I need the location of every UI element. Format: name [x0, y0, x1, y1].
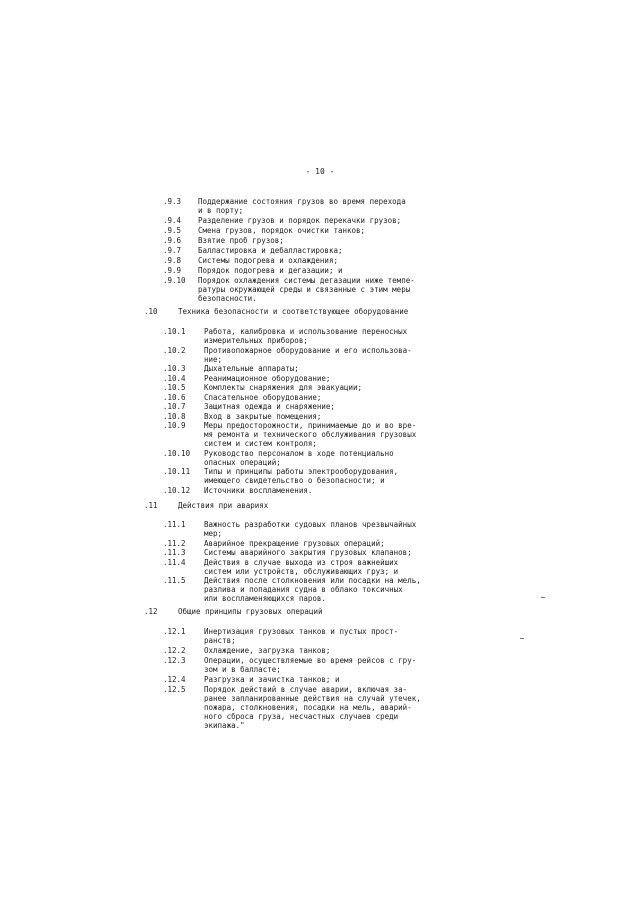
- item-text-line: Аварийное прекращение грузовых операций;: [204, 538, 385, 548]
- item-text-line: разлива и попадания судна в облако токсичных: [204, 585, 403, 594]
- item-text-line: ранее запланированные действия на случай утечек,: [204, 694, 421, 703]
- item-text-line: опасных операций;: [204, 457, 281, 467]
- item-text-line: Порядок подогрева и дегазации; и: [198, 266, 343, 275]
- item-text: [198, 197, 406, 215]
- item-text-line: мер;: [204, 529, 223, 538]
- item-number: .10.12: [163, 485, 191, 495]
- item-text: [204, 393, 321, 402]
- item-text: [198, 236, 284, 245]
- item-text-line: экипажа.": [204, 721, 245, 730]
- item-text-line: или воспламеняющихся паров.: [204, 594, 326, 603]
- item-text: [198, 246, 343, 255]
- item-number: .11.1: [163, 520, 186, 529]
- item-number: .12.1: [163, 627, 186, 636]
- item-text: [204, 548, 412, 557]
- item-number: .10.2: [163, 345, 186, 355]
- item-number: .11.2: [163, 538, 186, 548]
- item-text: [204, 539, 385, 548]
- section-heading: [144, 607, 323, 616]
- item-text-line: измерительных приборов;: [204, 336, 308, 345]
- section-number: .10: [144, 307, 158, 316]
- item-number: .12.5: [163, 685, 186, 694]
- item-number: .9.7: [163, 246, 182, 255]
- item-text: [204, 412, 321, 421]
- item-text: [204, 627, 398, 645]
- item-number: .9.9: [163, 266, 182, 275]
- item-text-line: Порядок действий в случае аварии, включая за-: [204, 685, 408, 694]
- item-text: [204, 520, 416, 538]
- section-title: Действия при авариях: [178, 501, 269, 510]
- item-number: .10.9: [163, 421, 186, 430]
- item-number: .12.3: [163, 656, 186, 665]
- item-text-line: Комплекты снаряжения для эвакуации;: [204, 383, 363, 392]
- item-text-line: Важность разработки судовых планов чрезвычайных: [204, 520, 417, 529]
- item-text: [204, 346, 412, 364]
- item-text-line: систем или устройств, обслуживающих груз; и: [204, 566, 399, 576]
- item-text-line: Системы аварийного закрытия грузовых клапанов;: [204, 548, 412, 557]
- section-heading: [144, 307, 408, 316]
- item-text: [204, 402, 335, 411]
- item-text-line: ратуры окружающей среды и связанные с этим меры: [198, 285, 411, 294]
- item-text-line: Защитная одежда и снаряжение;: [204, 402, 335, 411]
- item-text: [204, 558, 398, 576]
- item-text-line: Руководство персоналом в ходе потенциально: [204, 448, 394, 458]
- item-number: .9.4: [163, 216, 182, 225]
- item-text: [204, 656, 416, 674]
- item-text: [204, 327, 407, 345]
- item-text-line: Вход в закрытые помещения;: [204, 411, 322, 421]
- item-number: .12.4: [163, 675, 186, 684]
- item-number: .9.6: [163, 236, 182, 245]
- item-number: .10.11: [163, 467, 191, 476]
- item-text: [198, 276, 415, 303]
- item-text-line: Спасательное оборудование;: [204, 392, 322, 402]
- item-number: .10.1: [163, 327, 186, 336]
- item-text-line: безопасности.: [198, 294, 257, 303]
- item-text-line: Меры предосторожности, принимаемые до и во вре-: [204, 421, 417, 430]
- item-text-line: ранств;: [204, 636, 236, 645]
- item-number: .11.3: [163, 548, 186, 557]
- item-number: .10.6: [163, 392, 186, 402]
- item-number: .10.3: [163, 364, 186, 373]
- item-text: [204, 383, 362, 392]
- item-text-line: зом и в балласте;: [204, 665, 281, 674]
- item-text-line: Операции, осуществляемые во время рейсов с гру-: [204, 656, 417, 665]
- item-number: .10.5: [163, 383, 186, 392]
- item-text-line: Охлаждение, загрузка танков;: [204, 646, 331, 655]
- item-number: .11.4: [163, 557, 186, 567]
- item-number: .12.2: [163, 646, 186, 655]
- section-title: Техника безопасности и соответствующее оборудование: [178, 307, 409, 316]
- item-text: [204, 449, 394, 467]
- item-text-line: Действия в случае выхода из строя важнейших: [204, 557, 399, 567]
- item-number: .9.8: [163, 256, 182, 265]
- section-number: .12: [144, 607, 158, 616]
- item-text: [204, 646, 330, 655]
- item-text-line: Инертизация грузовых танков и пустых прост-: [204, 627, 399, 636]
- item-text-line: ние;: [204, 354, 223, 364]
- item-number: .9.5: [163, 226, 182, 235]
- item-text-line: Реанимационное оборудование;: [204, 373, 331, 383]
- item-text: [198, 216, 401, 225]
- item-text: [204, 685, 421, 730]
- item-number: .9.10: [163, 276, 186, 285]
- item-text-line: Источники воспламенения.: [204, 485, 313, 495]
- item-text: [198, 226, 365, 235]
- item-text-line: ного сброса груза, несчастных случаев среди: [204, 712, 399, 721]
- item-text: [204, 421, 416, 448]
- item-text-line: Системы подогрева и охлаждения;: [198, 256, 338, 265]
- item-text: [198, 266, 343, 275]
- section-title: Общие принципы грузовых операций: [178, 607, 323, 616]
- item-text: [204, 576, 421, 603]
- item-text: [204, 675, 339, 684]
- item-text: [204, 364, 299, 373]
- item-text-line: Поддержание состояния грузов во время перехода: [198, 197, 406, 206]
- item-text: [198, 256, 338, 265]
- item-number: .10.8: [163, 411, 186, 421]
- section-heading: [144, 501, 268, 510]
- item-number: .11.5: [163, 576, 186, 585]
- item-text: [204, 467, 398, 485]
- item-text-line: систем и систем контроля;: [204, 439, 317, 448]
- item-number: .10.10: [163, 448, 191, 458]
- item-text: [204, 374, 330, 383]
- item-text-line: Работа, калибровка и использование переносных: [204, 327, 408, 336]
- item-text-line: Дыхательные аппараты;: [204, 364, 299, 373]
- section-number: .11: [144, 501, 158, 510]
- item-text-line: Смена грузов, порядок очистки танков;: [198, 226, 366, 235]
- scan-mark: [541, 597, 545, 598]
- scan-mark: [520, 638, 524, 639]
- item-text-line: Разгрузка и зачистка танков; и: [204, 675, 340, 684]
- item-text: [204, 486, 312, 495]
- item-text-line: Порядок охлаждения системы дегазации ниже темпе-: [198, 276, 415, 285]
- item-text-line: пожара, столкновения, посадки на мель, аварий-: [204, 703, 412, 712]
- page-number: - 10 -: [305, 167, 335, 176]
- item-text-line: Действия после столкновения или посадки на мель,: [204, 576, 421, 585]
- item-text-line: Типы и принципы работы электрооборудования,: [204, 467, 399, 476]
- item-text-line: Взятие проб грузов;: [198, 236, 284, 245]
- item-text-line: Противопожарное оборудование и его использова-: [204, 345, 412, 355]
- item-text-line: имеющего свидетельство о безопасности; и: [204, 476, 385, 485]
- item-text-line: мя ремонта и технического обслуживания грузовых: [204, 430, 417, 439]
- item-number: .10.7: [163, 402, 186, 411]
- item-text-line: и в порту;: [198, 206, 244, 215]
- item-number: .10.4: [163, 373, 186, 383]
- item-text-line: Разделение грузов и порядок перекачки грузов;: [198, 216, 402, 225]
- item-text-line: Балластировка и дебалластировка;: [198, 246, 343, 255]
- item-number: .9.3: [163, 197, 182, 206]
